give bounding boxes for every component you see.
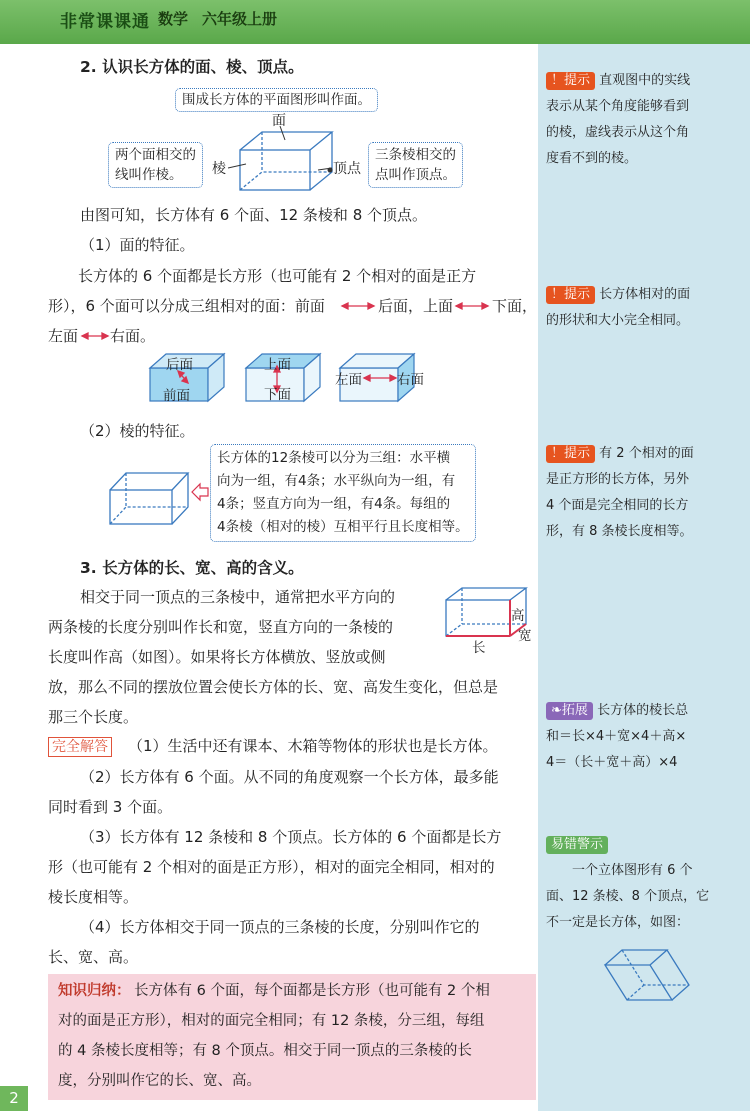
right-face-label: 右面 [397, 372, 424, 388]
face-label: 面 [272, 113, 286, 129]
sec3-line: 相交于同一顶点的三条棱中，通常把水平方向的 [80, 588, 396, 606]
summary-line: 的 4 条棱长度相等；有 8 个顶点。相交于同一顶点的三条棱的长 [58, 1043, 472, 1059]
tip-badge: ！提示 [546, 286, 595, 304]
extension-badge-label: 拓展 [561, 703, 588, 718]
warning-text: 一个立体图形有 6 个 [572, 863, 693, 878]
edge-grouping-line: 向为一组，有4条；水平纵向为一组，有 [217, 473, 456, 489]
front-face-label: 前面 [163, 388, 190, 404]
warning-text: 面、12 条棱、8 个顶点，它 [546, 889, 710, 904]
warning-text: 不一定是长方体，如图： [546, 915, 690, 930]
tip-text: 直观图中的实线 [599, 73, 691, 88]
answer-line: 同时看到 3 个面。 [48, 798, 173, 816]
answer-line: （4）长方体相交于同一顶点的三条棱的长度，分别叫作它的 [80, 918, 480, 936]
section-3-title: 3. 长方体的长、宽、高的含义。 [80, 559, 304, 577]
answer-line: 棱长度相等。 [48, 888, 139, 906]
answer-line: （2）长方体有 6 个面。从不同的角度观察一个长方体，最多能 [80, 768, 499, 786]
sec3-line: 长度叫作高（如图）。如果将长方体横放、竖放或侧 [48, 648, 386, 666]
edge-label: 棱 [212, 161, 226, 177]
face-feature-title: （1）面的特征。 [80, 236, 195, 254]
bottom-face-label: 下面 [264, 387, 291, 403]
tip-text: 有 2 个相对的面 [599, 446, 694, 461]
face-feature-line: 形），6 个面可以分成三组相对的面：前面 [48, 297, 325, 315]
warning-badge: 易错警示 [546, 836, 608, 854]
tip-text: 度看不到的棱。 [546, 151, 638, 166]
sec3-line: 放，那么不同的摆放位置会使长方体的长、宽、高发生变化，但总是 [48, 678, 499, 696]
face-feature-line: 右面。 [110, 327, 156, 345]
vertex-box-line: 三条棱相交的 [375, 147, 456, 163]
answer-line: 长、宽、高。 [48, 948, 139, 966]
tip-text: 表示从某个角度能够看到 [546, 99, 690, 114]
edge-grouping-line: 4条；竖直方向为一组，有4条。每组的 [217, 496, 451, 512]
tip-text: 是正方形的长方体，另外 [546, 472, 690, 487]
summary-line: 度，分别叫作它的长、宽、高。 [58, 1073, 261, 1089]
edge-grouping-line: 长方体的12条棱可以分为三组：水平横 [217, 450, 451, 466]
answer-line: 形（也可能有 2 个相对的面是正方形），相对的面完全相同，相对的 [48, 858, 495, 876]
tip-text: 形，有 8 条棱长度相等。 [546, 524, 693, 539]
answer-line: （1）生活中还有课本、木箱等物体的形状也是长方体。 [128, 737, 498, 755]
tip-text: 4 个面是完全相同的长方 [546, 498, 689, 513]
answer-line: （3）长方体有 12 条棱和 8 个顶点。长方体的 6 个面都是长方 [80, 828, 502, 846]
edge-box-line: 线叫作棱。 [115, 167, 183, 183]
tip-badge: ！提示 [546, 72, 595, 90]
extension-text: 长方体的棱长总 [597, 703, 689, 718]
left-face-label: 左面 [335, 372, 362, 388]
width-label: 宽 [518, 628, 532, 644]
length-label: 长 [472, 640, 486, 656]
answer-badge: 完全解答 [48, 737, 112, 757]
back-face-label: 后面 [166, 357, 193, 373]
face-feature-line: 后面，上面 [378, 297, 454, 315]
summary-line: 对的面是正方形），相对的面完全相同；有 12 条棱，分三组，每组 [58, 1013, 485, 1029]
tip-text: 的形状和大小完全相同。 [546, 313, 690, 328]
face-feature-line: 下面， [492, 297, 538, 315]
vertex-box-line: 点叫作顶点。 [375, 167, 456, 183]
summary-line: 长方体有 6 个面，每个面都是长方形（也可能有 2 个相 [134, 983, 490, 999]
vertex-label: 顶点 [333, 161, 361, 177]
face-feature-line: 左面 [48, 327, 79, 345]
edge-feature-title: （2）棱的特征。 [80, 422, 195, 440]
face-feature-line: 长方体的 6 个面都是长方形（也可能有 2 个相对的面是正方 [78, 267, 477, 285]
tip-badge: ！提示 [546, 445, 595, 463]
book-logo: 非常课课通 [60, 12, 150, 32]
section-2-title: 2. 认识长方体的面、棱、顶点。 [80, 58, 304, 76]
tip-text: 的棱，虚线表示从这个角 [546, 125, 690, 140]
intro-text: 由图可知，长方体有 6 个面、12 条棱和 8 个顶点。 [80, 206, 428, 224]
summary-label: 知识归纳： [58, 983, 131, 999]
leaf-icon: ❧ [551, 703, 562, 718]
height-label: 高 [511, 608, 525, 624]
extension-text: 4＝（长＋宽＋高）×4 [546, 755, 678, 770]
sec3-line: 那三个长度。 [48, 708, 139, 726]
edge-grouping-line: 4条棱（相对的棱）互相平行且长度相等。 [217, 519, 469, 535]
grade-label: 六年级上册 [202, 10, 278, 28]
subject-label: 数学 [158, 10, 189, 28]
page-number: 2 [0, 1086, 28, 1111]
tip-text: 长方体相对的面 [599, 287, 691, 302]
extension-text: 和＝长×4＋宽×4＋高× [546, 729, 687, 744]
top-face-label: 上面 [264, 357, 291, 373]
sec3-line: 两条棱的长度分别叫作长和宽，竖直方向的一条棱的 [48, 618, 394, 636]
face-definition-box: 围成长方体的平面图形叫作面。 [175, 88, 378, 112]
edge-box-line: 两个面相交的 [115, 147, 196, 163]
